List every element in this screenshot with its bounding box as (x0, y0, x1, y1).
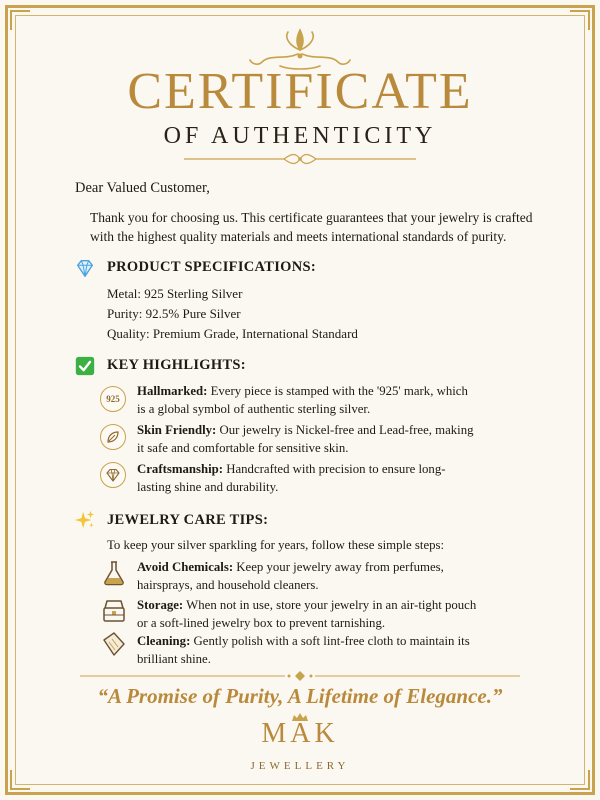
highlight-item (137, 382, 477, 418)
spec-quality (107, 326, 358, 342)
highlights-heading: KEY HIGHLIGHTS: (107, 357, 246, 373)
spec-metal (107, 286, 242, 302)
care-title: Storage: (137, 598, 184, 612)
spec-value: 92.5% Pure Silver (145, 306, 241, 321)
spec-label: Quality: (107, 326, 150, 341)
highlight-text: Every piece is stamped with the '925' mark, which is a global symbol of authentic sterling silver. (137, 384, 468, 416)
certificate-title: CERTIFICATE (127, 63, 473, 120)
spec-label: Purity: (107, 306, 143, 321)
corner-ornament (570, 10, 590, 30)
gem-icon (100, 462, 126, 488)
spec-value: 925 Sterling Silver (144, 286, 243, 301)
spec-label: Metal: (107, 286, 141, 301)
corner-ornament (10, 770, 30, 790)
brand-logo: MAK (261, 718, 339, 749)
specifications-heading: PRODUCT SPECIFICATIONS: (107, 259, 316, 275)
care-title: Cleaning: (137, 634, 191, 648)
highlight-title: Hallmarked: (137, 384, 208, 398)
sparkles-icon (74, 509, 96, 531)
check-icon (74, 355, 96, 377)
care-text: Gently polish with a soft lint-free cloth to maintain its brilliant shine. (137, 634, 470, 666)
care-intro: To keep your silver sparkling for years, follow these simple steps: (107, 538, 445, 552)
hallmark-925-icon (100, 386, 126, 412)
care-item (137, 632, 477, 668)
highlight-item (137, 460, 477, 496)
highlight-item (137, 421, 477, 457)
title-divider (180, 152, 420, 166)
promise-quote: “A Promise of Purity, A Lifetime of Elegance.” (97, 684, 503, 708)
corner-ornament (10, 10, 30, 30)
polishing-cloth-icon (100, 630, 128, 658)
care-text: Keep your jewelry away from perfumes, hairsprays, and household cleaners. (137, 560, 444, 592)
care-text: When not in use, store your jewelry in an air-tight pouch or a soft-lined jewelry box to prevent tarnishing. (137, 598, 477, 630)
highlight-title: Skin Friendly: (137, 423, 217, 437)
highlight-text: Handcrafted with precision to ensure long-lasting shine and durability. (137, 462, 446, 494)
spec-purity (107, 306, 241, 322)
certificate-subtitle: OF AUTHENTICITY (163, 123, 437, 149)
care-title: Avoid Chemicals: (137, 560, 234, 574)
intro-paragraph: Thank you for choosing us. This certificate guarantees that your jewelry is crafted with the highest quality materials and meets international standards of purity. (90, 210, 533, 244)
quote-divider (80, 670, 520, 682)
brand-subtitle: JEWELLERY (250, 760, 350, 772)
hallmark-badge-text: 925 (106, 394, 120, 404)
jewelry-box-icon (100, 596, 128, 624)
spec-value: Premium Grade, International Standard (152, 326, 358, 341)
greeting: Dear Valued Customer, (75, 180, 210, 196)
corner-ornament (570, 770, 590, 790)
flask-icon (100, 559, 128, 587)
leaf-icon (100, 424, 126, 450)
care-item (137, 558, 477, 594)
diamond-icon (74, 257, 96, 279)
highlight-text: Our jewelry is Nickel-free and Lead-free, making it safe and comfortable for sensitive skin. (137, 423, 474, 455)
highlight-title: Craftsmanship: (137, 462, 224, 476)
care-heading: JEWELRY CARE TIPS: (107, 512, 269, 528)
care-item (137, 596, 477, 632)
